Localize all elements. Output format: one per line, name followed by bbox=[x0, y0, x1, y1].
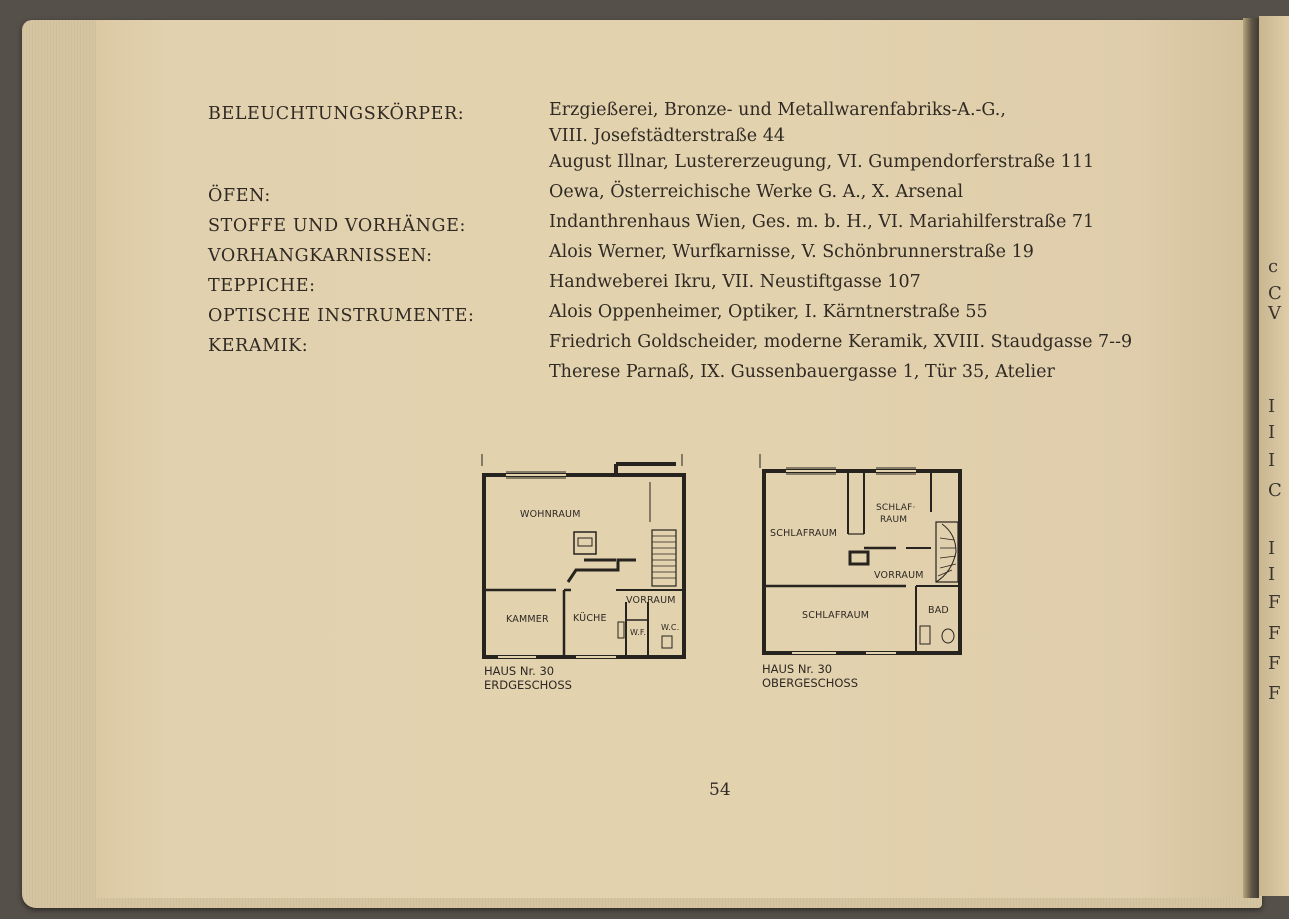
edge-letter: C bbox=[1268, 480, 1282, 501]
supplier-line: Handweberei Ikru, VII. Neustiftgasse 107 bbox=[549, 272, 921, 292]
book-gutter bbox=[1243, 18, 1259, 898]
room-label: SCHLAF· bbox=[876, 503, 916, 513]
edge-letter: C bbox=[1268, 283, 1282, 304]
room-label: SCHLAFRAUM bbox=[770, 528, 838, 539]
ground-floor-plan bbox=[476, 452, 696, 702]
edge-letter: I bbox=[1268, 450, 1276, 471]
category-label: ÖFEN: bbox=[208, 186, 271, 206]
edge-letter: F bbox=[1268, 623, 1281, 644]
room-label: VORRAUM bbox=[874, 570, 924, 581]
edge-letter: F bbox=[1268, 592, 1281, 613]
plan-caption-floor: OBERGESCHOSS bbox=[762, 676, 859, 690]
category-label: VORHANGKARNISSEN: bbox=[208, 246, 433, 266]
room-label: KÜCHE bbox=[573, 613, 607, 624]
page-number: 54 bbox=[709, 780, 731, 800]
edge-letter: V bbox=[1268, 303, 1281, 324]
supplier-line: Erzgießerei, Bronze- und Metallwarenfabriks-A.-G., bbox=[549, 100, 1006, 120]
category-label: STOFFE UND VORHÄNGE: bbox=[208, 216, 466, 236]
edge-letter: I bbox=[1268, 396, 1276, 417]
supplier-line: August Illnar, Lustererzeugung, VI. Gumpendorferstraße 111 bbox=[549, 152, 1095, 172]
supplier-line: Oewa, Österreichische Werke G. A., X. Arsenal bbox=[549, 182, 964, 202]
category-label: KERAMIK: bbox=[208, 336, 309, 356]
room-label: SCHLAFRAUM bbox=[802, 610, 870, 621]
edge-letter: I bbox=[1268, 564, 1276, 585]
plan-caption-house: HAUS Nr. 30 bbox=[762, 662, 833, 676]
upper-floor-drawing bbox=[756, 452, 976, 662]
edge-letter: F bbox=[1268, 653, 1281, 674]
edge-letter: I bbox=[1268, 422, 1276, 443]
upper-floor-plan bbox=[756, 452, 976, 702]
room-label: W.F. bbox=[630, 628, 647, 637]
room-label: W.C. bbox=[661, 623, 680, 632]
supplier-line: VIII. Josefstädterstraße 44 bbox=[549, 126, 785, 146]
plan-caption-house: HAUS Nr. 30 bbox=[484, 664, 555, 678]
supplier-line: Indanthrenhaus Wien, Ges. m. b. H., VI. Mariahilferstraße 71 bbox=[549, 212, 1095, 232]
category-label: BELEUCHTUNGSKÖRPER: bbox=[208, 104, 465, 124]
room-label: RAUM bbox=[880, 515, 908, 525]
room-label: KAMMER bbox=[506, 614, 549, 625]
category-label: OPTISCHE INSTRUMENTE: bbox=[208, 306, 475, 326]
edge-letter: I bbox=[1268, 538, 1276, 559]
room-label: WOHNRAUM bbox=[520, 509, 581, 520]
category-label: TEPPICHE: bbox=[208, 276, 316, 296]
supplier-line: Alois Oppenheimer, Optiker, I. Kärntnerstraße 55 bbox=[549, 302, 988, 322]
supplier-line: Alois Werner, Wurfkarnisse, V. Schönbrunnerstraße 19 bbox=[549, 242, 1034, 262]
room-label: VORRAUM bbox=[626, 595, 676, 606]
supplier-line: Therese Parnaß, IX. Gussenbauergasse 1, Tür 35, Atelier bbox=[549, 362, 1055, 382]
room-label: BAD bbox=[928, 605, 949, 616]
edge-letter: c bbox=[1268, 256, 1279, 277]
plan-caption-floor: ERDGESCHOSS bbox=[484, 678, 572, 692]
edge-letter: F bbox=[1268, 683, 1281, 704]
supplier-line: Friedrich Goldscheider, moderne Keramik, XVIII. Staudgasse 7--9 bbox=[549, 332, 1133, 352]
